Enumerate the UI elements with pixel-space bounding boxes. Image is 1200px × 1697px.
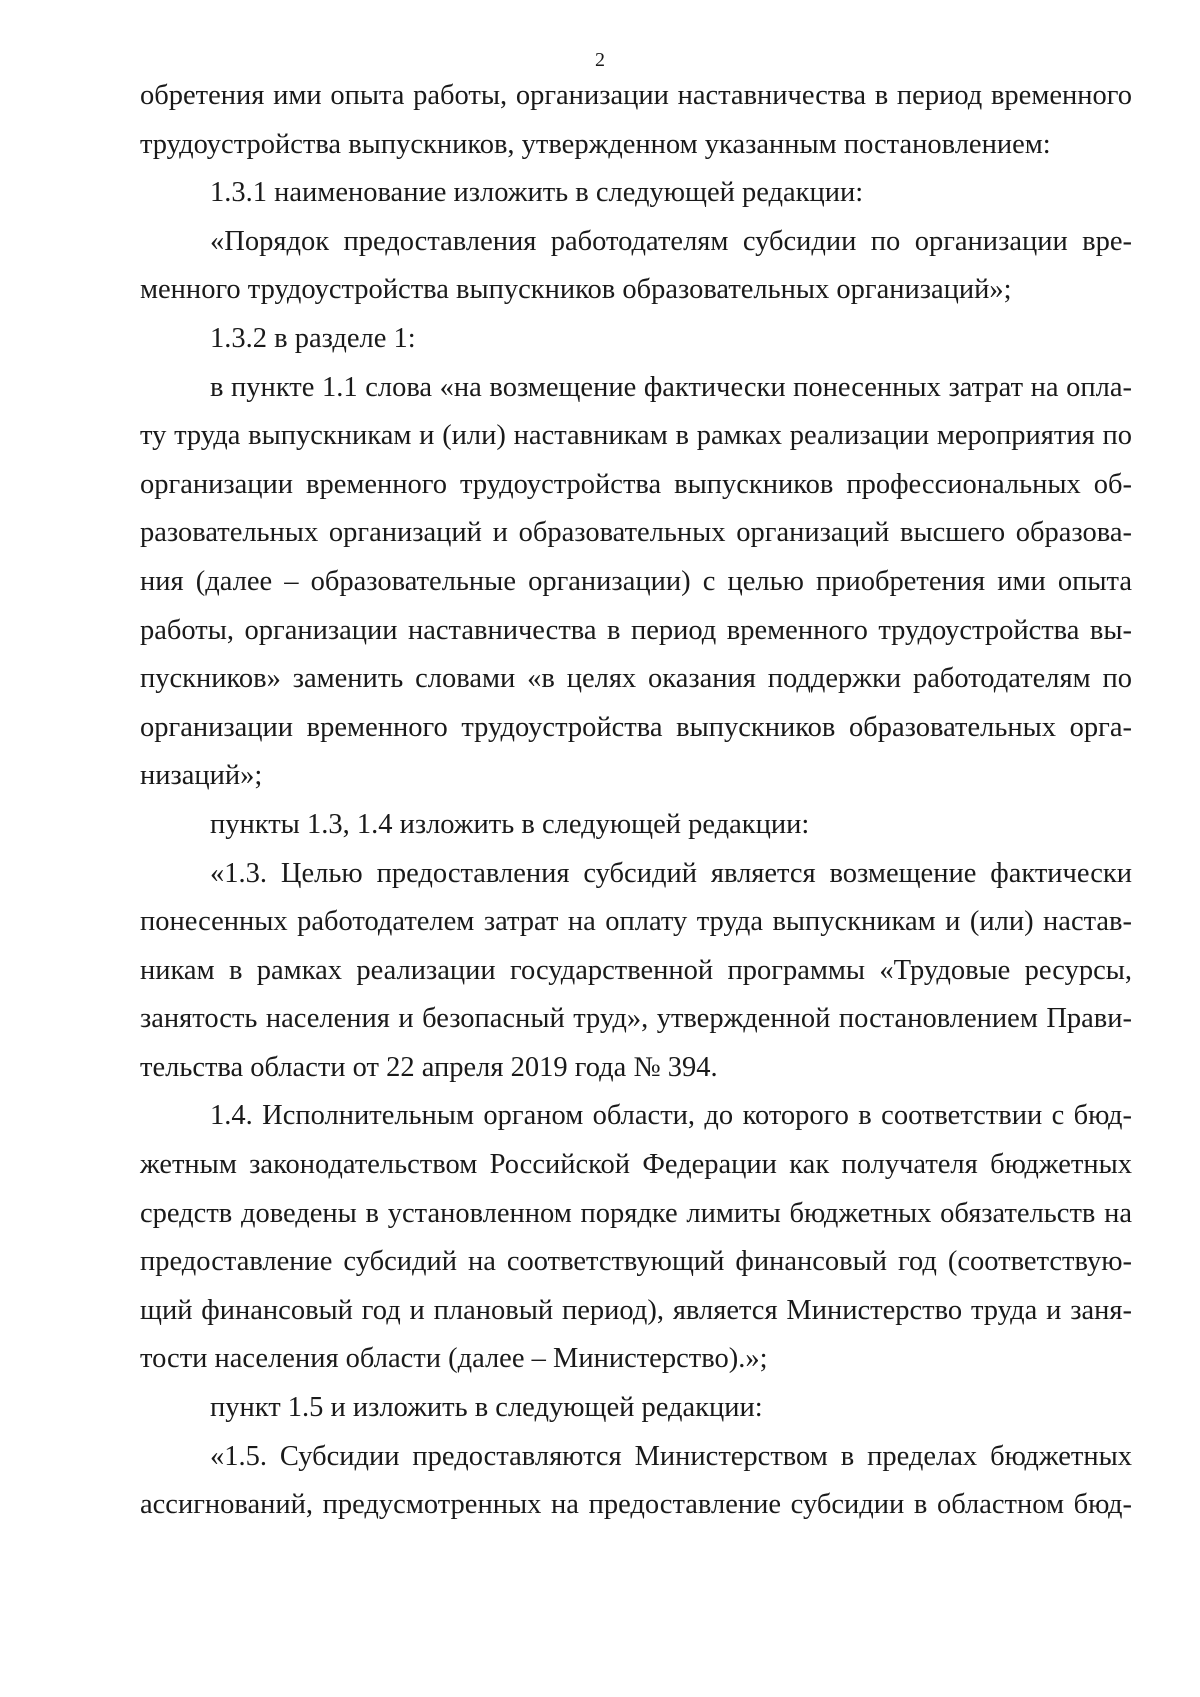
text-line: средств доведены в установленном порядке лимиты бюджетных обязательств на bbox=[140, 1197, 1132, 1229]
text-line: организации временного трудоустройства выпускников образовательных орга- bbox=[140, 711, 1132, 743]
text-line: менного трудоустройства выпускников образовательных организаций»; bbox=[140, 274, 1012, 306]
text-line: 1.3.2 в разделе 1: bbox=[210, 322, 416, 354]
text-line: жетным законодательством Российской Федерации как получателя бюджетных bbox=[140, 1149, 1132, 1181]
text-line: работы, организации наставничества в период временного трудоустройства вы- bbox=[140, 614, 1132, 646]
text-line: «1.5. Субсидии предоставляются Министерством в пределах бюджетных bbox=[210, 1440, 1132, 1472]
text-line: пускников» заменить словами «в целях оказания поддержки работодателям по bbox=[140, 663, 1132, 695]
text-line: тельства области от 22 апреля 2019 года № 394. bbox=[140, 1051, 718, 1083]
document-body bbox=[140, 72, 1132, 1530]
text-line: тости населения области (далее – Министерство).»; bbox=[140, 1343, 768, 1375]
text-line: занятость населения и безопасный труд», утвержденной постановлением Прави- bbox=[140, 1003, 1132, 1035]
text-line: 1.3.1 наименование изложить в следующей редакции: bbox=[210, 177, 864, 209]
text-line: низаций»; bbox=[140, 760, 263, 792]
text-line: ту труда выпускникам и (или) наставникам в рамках реализации мероприятия по bbox=[140, 420, 1132, 452]
text-line: пункты 1.3, 1.4 изложить в следующей редакции: bbox=[210, 808, 810, 840]
text-line: в пункте 1.1 слова «на возмещение фактически понесенных затрат на опла- bbox=[210, 371, 1132, 403]
text-line: ния (далее – образовательные организации) с целью приобретения ими опыта bbox=[140, 565, 1132, 597]
text-line: ассигнований, предусмотренных на предоставление субсидии в областном бюд- bbox=[140, 1489, 1132, 1521]
text-line: понесенных работодателем затрат на оплату труда выпускникам и (или) настав- bbox=[140, 906, 1132, 938]
text-line: щий финансовый год и плановый период), является Министерство труда и заня- bbox=[140, 1294, 1132, 1326]
text-line: «1.3. Целью предоставления субсидий является возмещение фактически bbox=[210, 857, 1132, 889]
text-line: «Порядок предоставления работодателям субсидии по организации вре- bbox=[210, 225, 1132, 257]
text-line: трудоустройства выпускников, утвержденном указанным постановлением: bbox=[140, 128, 1051, 160]
text-line: пункт 1.5 и изложить в следующей редакции: bbox=[210, 1392, 763, 1424]
text-line: никам в рамках реализации государственной программы «Трудовые ресурсы, bbox=[140, 954, 1132, 986]
text-line: 1.4. Исполнительным органом области, до которого в соответствии с бюд- bbox=[210, 1100, 1132, 1132]
page-number: 2 bbox=[595, 49, 605, 71]
text-line: разовательных организаций и образовательных организаций высшего образова- bbox=[140, 517, 1132, 549]
text-line: организации временного трудоустройства выпускников профессиональных об- bbox=[140, 468, 1132, 500]
text-line: предоставление субсидий на соответствующий финансовый год (соответствую- bbox=[140, 1246, 1132, 1278]
text-line: обретения ими опыта работы, организации наставничества в период временного bbox=[140, 80, 1132, 111]
